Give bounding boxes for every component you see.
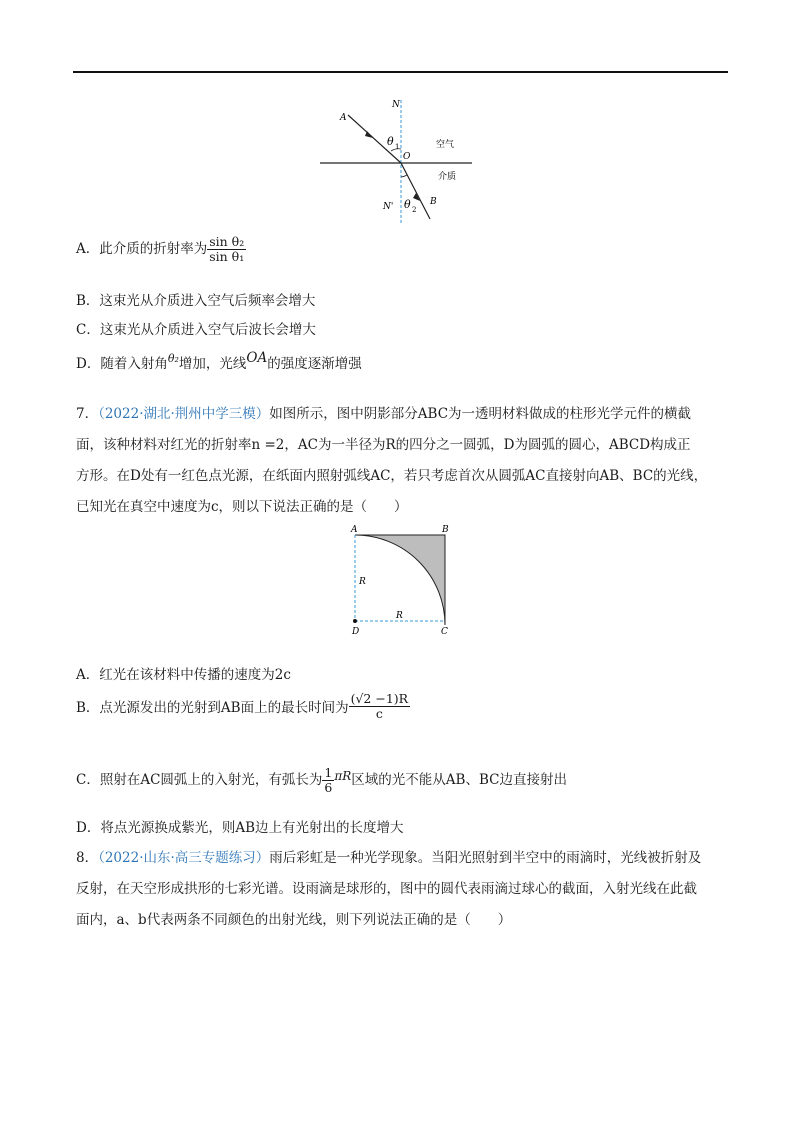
question-source: （2022·湖北·荆州中学三模）: [98, 406, 270, 422]
arc-denominator: 6: [324, 780, 333, 795]
q6-option-d-suffix: 的强度逐渐增强: [267, 356, 362, 372]
label-theta2: θ: [404, 198, 411, 211]
label-D2: D: [352, 627, 360, 637]
q6-option-d: [76, 350, 362, 372]
label-A2: A: [351, 525, 358, 535]
q7-option-a: A．红光在该材料中传播的速度为2c: [76, 667, 291, 683]
q8-line1: [76, 846, 701, 866]
label-air: 空气: [436, 140, 455, 150]
pi-r: πR: [334, 769, 352, 783]
q7-option-d: D．将点光源换成紫光，则AB边上有光射出的长度增大: [76, 820, 404, 836]
q7-line4: 已知光在真空中速度为c，则以下说法正确的是（ ）: [76, 499, 408, 515]
q7-option-c-suffix: 区域的光不能从AB、BC边直接射出: [351, 772, 567, 788]
label-theta1-sub: 1: [395, 143, 400, 151]
q6-option-a: [76, 235, 246, 264]
q6-ray: OA: [246, 350, 268, 366]
refractive-index-fraction: [207, 235, 246, 264]
q7-option-c: [76, 766, 567, 795]
label-C2: C: [441, 627, 448, 637]
q6-option-c: C．这束光从介质进入空气后波长会增大: [76, 322, 316, 338]
q7-line1: [76, 402, 691, 422]
arc-fraction: [322, 766, 334, 795]
q6-option-a-text: A．此介质的折射率为: [76, 241, 208, 257]
label-theta2-sub: 2: [412, 206, 417, 214]
time-numerator: (√2 −1)R: [350, 691, 409, 706]
q6-angle: θ₂: [167, 352, 179, 365]
label-N: N: [392, 100, 400, 110]
q6-option-d-prefix: D．随着入射角: [76, 356, 168, 372]
time-fraction: [349, 692, 410, 721]
label-R-vertical: R: [359, 577, 366, 587]
question-number: 8．: [76, 850, 99, 866]
label-A: A: [340, 113, 347, 123]
header-rule: [73, 71, 728, 73]
fraction-denominator: sin θ₁: [209, 249, 245, 264]
q7-text-1: 如图所示，图中阴影部分ABC为一透明材料做成的柱形光学元件的横截: [269, 406, 692, 422]
q7-option-c-prefix: C．照射在AC圆弧上的入射光，有弧长为: [76, 772, 323, 788]
q7-option-b: [76, 692, 410, 721]
q6-option-b: B．这束光从介质进入空气后频率会增大: [76, 293, 316, 309]
q7-option-b-text: B．点光源发出的光射到AB面上的最长时间为: [76, 700, 349, 716]
q8-line3: 面内，a、b代表两条不同颜色的出射光线，则下列说法正确的是（ ）: [76, 912, 512, 928]
label-N-prime: N': [383, 202, 394, 212]
time-denominator: c: [375, 706, 383, 721]
label-B: B: [430, 197, 437, 207]
q7-line3: 方形。在D处有一红色点光源，在纸面内照射弧线AC，若只考虑首次从圆弧AC直接射向AB、BC的光线，: [76, 468, 708, 484]
label-B2: B: [442, 525, 449, 535]
label-R-horizontal: R: [396, 611, 403, 621]
q8-text-1: 雨后彩虹是一种光学现象。当阳光照射到半空中的雨滴时，光线被折射及: [269, 850, 702, 866]
label-medium: 介质: [438, 172, 457, 182]
q8-line2: 反射，在天空形成拱形的七彩光谱。设雨滴是球形的，图中的圆代表雨滴过球心的截面，入射光线在此截: [76, 881, 697, 897]
question-source: （2022·山东·高三专题练习）: [98, 850, 270, 866]
refraction-diagram: [320, 95, 480, 225]
q6-option-d-mid: 增加，光线: [178, 356, 247, 372]
fraction-numerator: sin θ₂: [209, 234, 245, 249]
question-number: 7．: [76, 406, 99, 422]
label-O: O: [403, 152, 411, 162]
label-theta1: θ: [387, 135, 394, 148]
quarter-arc-diagram: [344, 524, 464, 640]
q7-line2: 面，该种材料对红光的折射率n =2，AC为一半径为R的四分之一圆弧，D为圆弧的圆心，ABCD构成正: [76, 437, 691, 453]
arc-numerator: 1: [324, 765, 333, 780]
